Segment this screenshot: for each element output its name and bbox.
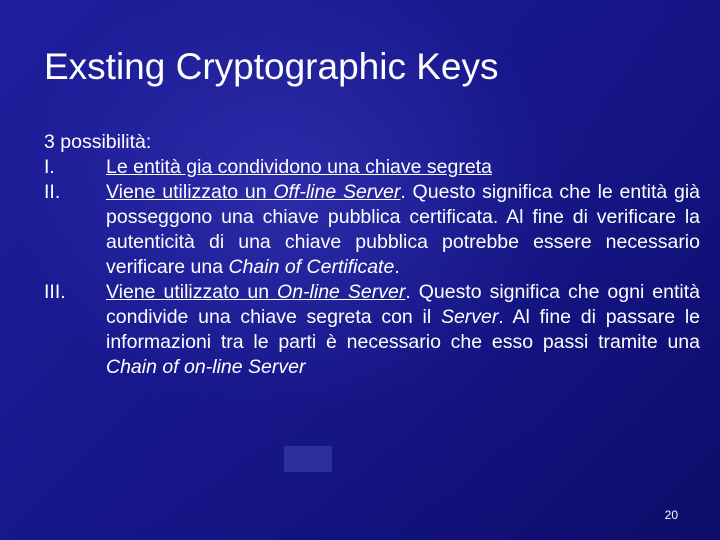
slide-content <box>44 130 700 380</box>
item-text: On-line Server <box>277 281 406 303</box>
item-text: Off-line Server <box>273 181 401 203</box>
item-text: . Questo significa che le entità già posseggono una chiave pubblica certificata. Al fine di verificare la autenticità di una chiave pubblica potrebbe essere necessario verificare una <box>106 181 700 278</box>
list-marker: I. <box>44 156 55 178</box>
item-text: Viene utilizzato un <box>106 181 274 203</box>
item-text: . Al fine di passare le informazioni tra le parti è necessario che esso passi tramite una <box>106 306 700 353</box>
item-text: Viene utilizzato un <box>106 281 278 303</box>
item-text: Le entità gia condividono una chiave segreta <box>106 156 492 178</box>
slide-title: Exsting Cryptographic Keys <box>44 46 499 87</box>
list-item <box>44 155 700 180</box>
item-text: Chain of on-line Server <box>106 356 306 378</box>
item-text: . Questo significa che ogni entità condivide una chiave segreta con il <box>106 281 700 328</box>
intro-text: 3 possibilità: <box>44 131 152 153</box>
highlight-box <box>284 446 332 472</box>
list-marker: III. <box>44 281 66 303</box>
item-text: Server <box>440 306 499 328</box>
list-marker: II. <box>44 181 61 203</box>
list-item <box>44 280 700 380</box>
item-text: Chain of Certificate <box>228 256 395 278</box>
list-item <box>44 180 700 280</box>
page-number: 20 <box>664 508 678 522</box>
item-text: . <box>394 256 400 278</box>
